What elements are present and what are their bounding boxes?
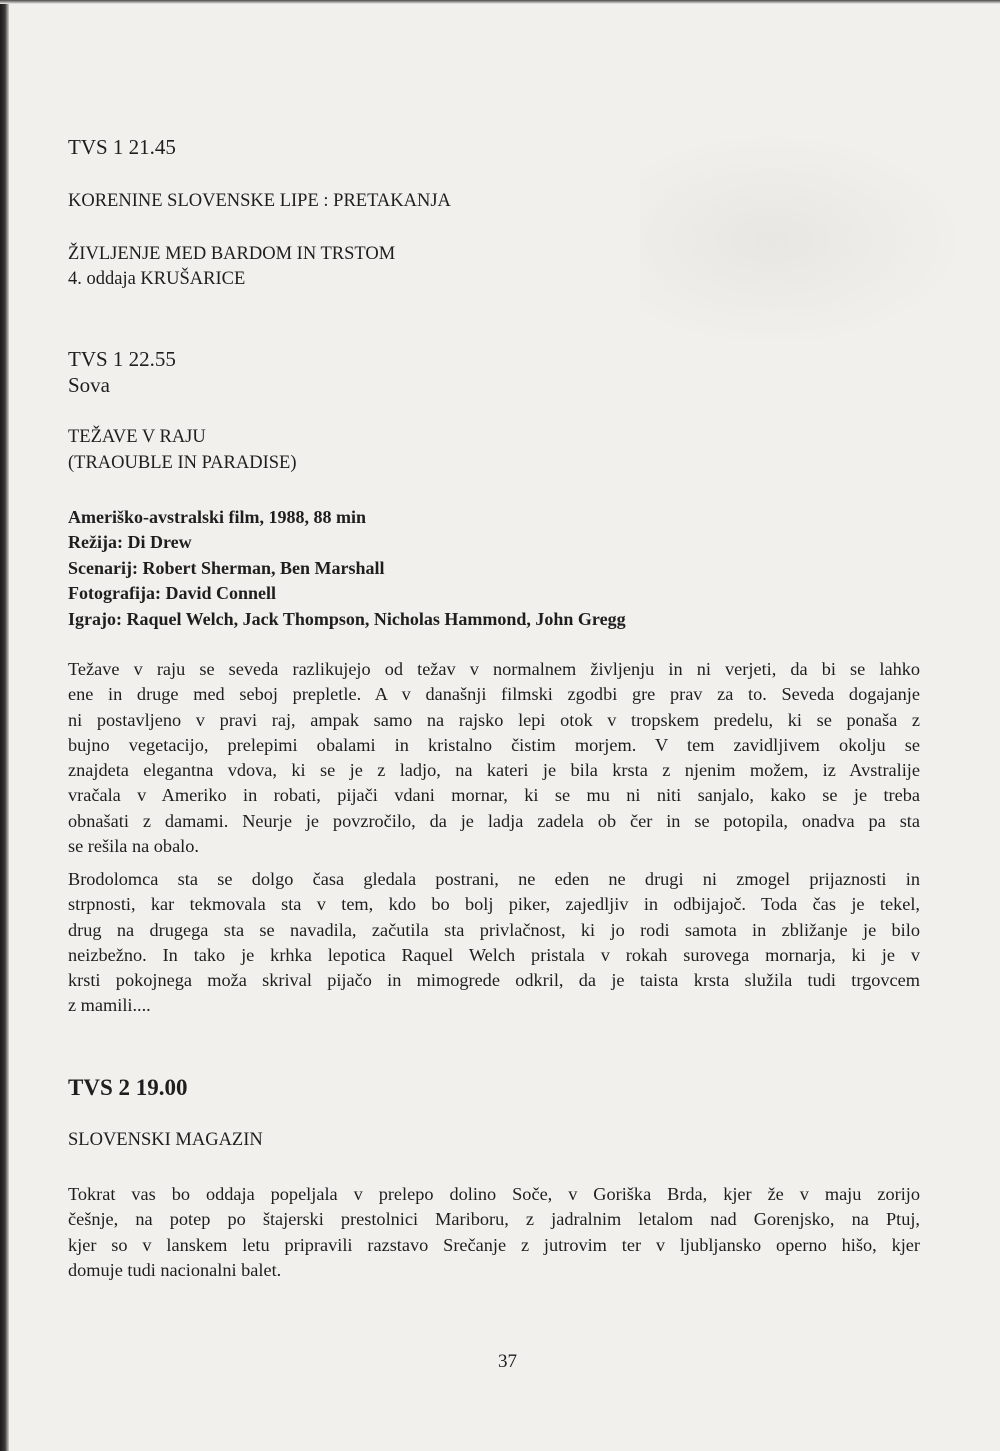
- paragraph-line: z mamili....: [68, 995, 151, 1016]
- section2-channel: TVS 1 22.55: [68, 347, 176, 371]
- section2-title: TEŽAVE V RAJU: [68, 427, 206, 447]
- paragraph-line: domuje tudi nacionalni balet.: [68, 1259, 282, 1280]
- section1-title: KORENINE SLOVENSKE LIPE : PRETAKANJA: [68, 191, 451, 211]
- paragraph-line: se rešila na obalo.: [68, 836, 199, 857]
- section1-channel: TVS 1 21.45: [68, 135, 176, 159]
- paragraph-line: Brodolomca sta se dolgo časa gledala postrani, ne eden ne drugi ni zmogel prijaznosti in: [68, 869, 920, 889]
- paragraph-line: neizbežno. In tako je krhka lepotica Raquel Welch pristala v rokah surovega mornarja, ki je v: [68, 944, 920, 965]
- scan-top-edge: [0, 0, 1000, 4]
- paragraph-line: krsti pokojnega moža skrival pijačo in mimogrede odkril, da je taista krsta služila tudi trgovcem: [68, 970, 920, 991]
- page-number: 37: [498, 1351, 517, 1372]
- section3-title: SLOVENSKI MAGAZIN: [68, 1130, 263, 1150]
- paragraph-line: Tokrat vas bo oddaja popeljala v prelepo dolino Soče, v Goriška Brda, kjer že v maju zorijo: [68, 1184, 920, 1204]
- paragraph-line: češnje, na potep po štajerski prestolnici Mariboru, z jadralnim letalom nad Gorenjsko, na Ptuj,: [68, 1209, 920, 1230]
- paragraph-line: vračala v Ameriko in robati, pijači vdani mornar, ki se mu ni niti sanjalo, kako se je treba: [68, 785, 920, 806]
- section1-episode: 4. oddaja KRUŠARICE: [68, 269, 246, 289]
- paragraph-line: drug na drugega sta se navadila, začutila sta privlačnost, ki jo rodi samota in zbližanje je bilo: [68, 919, 920, 940]
- section3-paragraph: [68, 1182, 920, 1283]
- paragraph-line: obnašati z damami. Neurje je povzročilo, da je ladja zadela ob čer in se potopila, onadva pa sta: [68, 810, 920, 831]
- credit-cast: Igrajo: Raquel Welch, Jack Thompson, Nicholas Hammond, John Gregg: [68, 609, 626, 629]
- section2-slot: Sova: [68, 373, 110, 397]
- section2-paragraph2: [68, 867, 920, 1019]
- paragraph-line: znajdeta elegantna vdova, ki se je z ladjo, na kateri je bila krsta z njenim možem, iz Avstralije: [68, 760, 920, 781]
- paragraph-line: bujno vegetacijo, prelepimi obalami in kristalno čistim morjem. V tem zavidljivem okolju se: [68, 734, 920, 755]
- film-info: Ameriško-avstralski film, 1988, 88 min: [68, 507, 366, 527]
- paragraph-line: ni postavljeno v pravi raj, ampak samo na rajsko lepi otok v tropskem predelu, ki se ponaša z: [68, 709, 920, 730]
- credit-photography: Fotografija: David Connell: [68, 583, 276, 603]
- paragraph-line: strpnosti, kar tekmovala sta v tem, kdo bo bolj piker, zajedljiv in odbijajoč. Toda čas je tekel,: [68, 894, 920, 915]
- section2-original-title: (TRAOUBLE IN PARADISE): [68, 453, 297, 473]
- section1-subtitle: ŽIVLJENJE MED BARDOM IN TRSTOM: [68, 244, 396, 264]
- paragraph-line: ene in druge med seboj prepletle. A v današnji filmski zgodbi gre prav za to. Seveda dogajanje: [68, 684, 920, 705]
- credit-director: Režija: Di Drew: [68, 532, 192, 552]
- section3-channel: TVS 2 19.00: [68, 1075, 188, 1100]
- paragraph-line: kjer so v lanskem letu pripravili razstavo Srečanje z jutrovim ter v ljubljansko operno hišo, kjer: [68, 1234, 920, 1255]
- section2-paragraph1: [68, 657, 920, 859]
- credit-screenplay: Scenarij: Robert Sherman, Ben Marshall: [68, 558, 385, 578]
- paragraph-line: Težave v raju se seveda razlikujejo od težav v normalnem življenju in ni verjeti, da bi se lahko: [68, 659, 920, 679]
- scan-left-edge: [0, 0, 9, 1451]
- bleed-through-shadow: [640, 130, 970, 350]
